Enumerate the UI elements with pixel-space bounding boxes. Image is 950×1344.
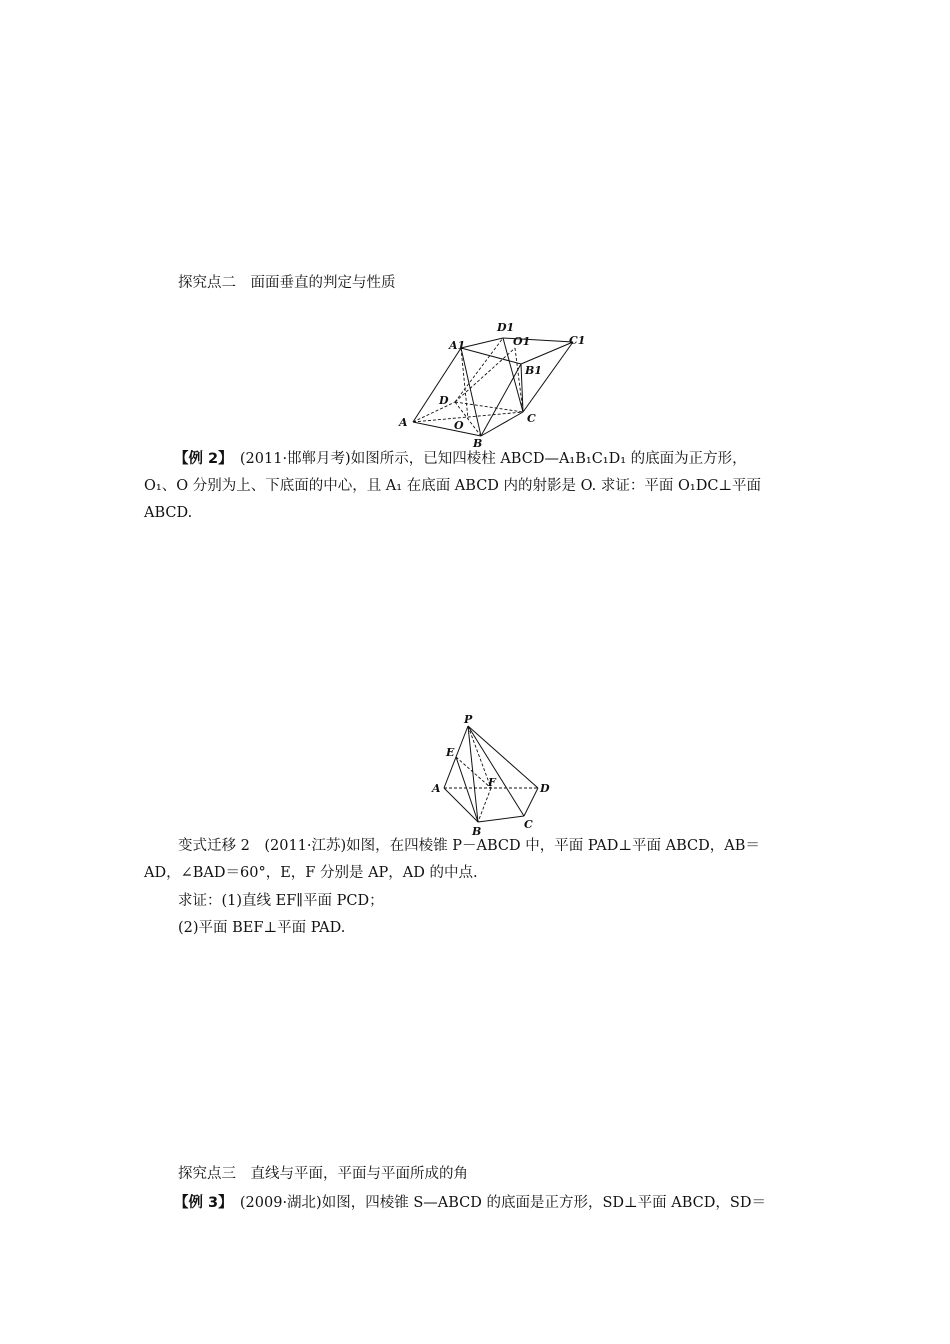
vertex-label: A	[432, 782, 441, 795]
vertex-label: A1	[449, 339, 466, 352]
vertex-label: B1	[525, 364, 542, 377]
example-2-line-3: ABCD.	[144, 505, 193, 521]
vertex-label: C	[527, 412, 536, 425]
vertex-label: O	[454, 419, 464, 432]
variant-2-line-1: 变式迁移 2 (2011·江苏)如图，在四棱锥 P－ABCD 中，平面 PAD⊥平面 ABCD，AB＝	[178, 838, 760, 854]
variant-2-line-3: 求证：(1)直线 EF∥平面 PCD；	[178, 893, 384, 909]
example-tag: 【例 2】	[174, 451, 226, 467]
section-heading: 探究点二 面面垂直的判定与性质	[178, 275, 396, 291]
example-tag: 【例 3】	[174, 1195, 226, 1211]
example-text: (2009·湖北)如图，四棱锥 S—ABCD 的底面是正方形，SD⊥平面 ABCD，SD＝	[225, 1195, 766, 1211]
vertex-label: P	[464, 713, 473, 726]
pyramid-figure	[428, 712, 558, 838]
vertex-label: E	[446, 746, 455, 759]
vertex-label: D	[540, 782, 550, 795]
example-3-line-1	[174, 1193, 766, 1213]
vertex-label: C	[524, 818, 533, 831]
vertex-label: B	[473, 437, 483, 450]
section-heading: 探究点三 直线与平面，平面与平面所成的角	[178, 1166, 468, 1182]
vertex-label: F	[488, 776, 496, 789]
prism-figure	[395, 318, 595, 450]
vertex-label: D	[439, 394, 449, 407]
example-text: (2011·邯郸月考)如图所示，已知四棱柱 ABCD—A₁B₁C₁D₁ 的底面为正方形，	[225, 451, 747, 467]
example-2-line-1	[174, 449, 747, 469]
vertex-label: B	[472, 825, 482, 838]
example-2-line-2: O₁、O 分别为上、下底面的中心，且 A₁ 在底面 ABCD 内的射影是 O. 求证：平面 O₁DC⊥平面	[144, 478, 762, 494]
vertex-label: C1	[569, 334, 586, 347]
variant-2-line-2: AD，∠BAD＝60°，E，F 分别是 AP，AD 的中点.	[144, 865, 478, 881]
vertex-label: A	[399, 416, 408, 429]
vertex-label: O1	[513, 335, 531, 348]
vertex-label: D1	[497, 321, 515, 334]
variant-2-line-4: (2)平面 BEF⊥平面 PAD.	[178, 920, 346, 936]
